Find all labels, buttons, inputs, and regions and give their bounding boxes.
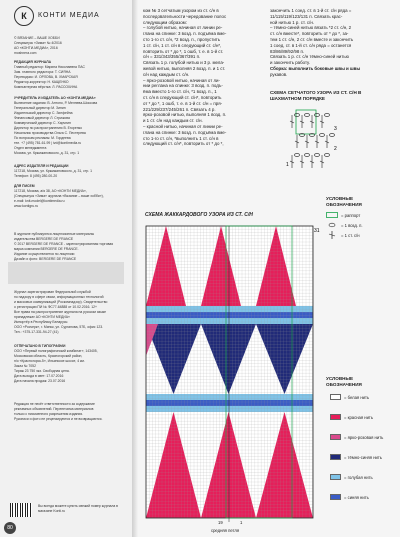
register-line: о регистрации ПИ № ФС77-64888 от 10.02.2016. 12+	[14, 305, 98, 309]
instruction-line: – голубой нитью, начиная от линии ре-	[143, 25, 223, 31]
mesh-row-1: 1	[286, 162, 289, 168]
print-line: Тираж 23 750 экз. Свободная цена.	[14, 369, 70, 373]
color-swatch	[330, 414, 341, 420]
instruction-line: Сборка: выполнить боковые швы и швы	[270, 65, 361, 71]
instruction-line: 1 соед. ст. в 1-й ст. с/н ряда = останется	[270, 42, 352, 48]
founder-heading: УЧРЕДИТЕЛЬ И ИЗДАТЕЛЬ АО «КОНТИ-МЕДИА»	[14, 96, 96, 100]
founder-line: Директор по распространению В. Егоренко	[14, 126, 82, 130]
instruction-line: Связать 1 р. голубой нитью и 3 р. мела-	[143, 60, 225, 66]
founder-line: Генеральный директор М. Зинин	[14, 106, 66, 110]
register-line: ООО «Росчерк», г. Минск, ул. Сурганова, 57Б, офис 123.	[14, 325, 104, 329]
legend-color-row	[330, 474, 373, 480]
note-line: Рукописи и фото не рецензируются и не возвращаются.	[14, 417, 103, 421]
legend-rapport: = раппорт	[326, 212, 360, 218]
founder-line: Отдел менеджмента	[14, 146, 47, 150]
color-label: = белая нить	[344, 394, 370, 400]
middle-stitch-label: средняя петля	[211, 528, 240, 533]
jacquard-chart-title: СХЕМА ЖАККАРДОВОГО УЗОРА ИЗ СТ. С/Н	[145, 212, 253, 218]
colophon-address	[14, 164, 130, 179]
instruction-line: ком № 3 сетчатым узором из ст. с/н в	[143, 8, 219, 13]
instruction-line: и 1 ст. с/н над каждым ст. с/н.	[143, 118, 203, 124]
light-blue-band	[146, 394, 313, 400]
instruction-line: закончить 1 соед. ст. в 1-й ст. с/н ряда =	[270, 8, 352, 13]
instruction-line: от * до *, 1 ошб, т. е. в 1-й ст. с/н = пря-	[143, 100, 223, 106]
instruction-line: ной нитью 1 р. ст. с/н.	[270, 19, 314, 25]
letters-heading: ДЛЯ ПИСЕМ	[14, 184, 35, 188]
colophon-editorial	[14, 60, 130, 90]
founder-line: Начальник производства Ольга С. Пестерева	[14, 131, 86, 135]
instructions-column-2	[270, 8, 392, 78]
legend-1-title: УСЛОВНЫЕ ОБОЗНАЧЕНИЯ	[326, 196, 362, 207]
letters-line: www.kontigru.ru	[14, 204, 39, 208]
register-line: Все права на распространение журнала на русском языке	[14, 310, 107, 314]
register-line: принадлежат АО «КОНТИ МЕДИА»	[14, 315, 70, 319]
color-swatch	[330, 394, 341, 400]
color-label: = синяя нить	[344, 494, 369, 500]
color-label: = тёмно-синяя нить	[344, 454, 382, 460]
mesh-diagram	[282, 108, 346, 184]
instruction-line: ст. с/н в следующий ст. с/н*, повторить	[143, 94, 222, 100]
colophon-letters	[14, 184, 130, 209]
print-line: ООО «Первый полиграфический комбинат», 143405,	[14, 349, 98, 353]
color-label: = ярко-розовая нить	[344, 434, 384, 440]
instruction-line: нии реглана на спинке: 3 возд. п. подъ-	[143, 83, 223, 89]
color-swatch	[330, 454, 341, 460]
logo-mark: К	[14, 6, 34, 26]
col-right-label: 1	[240, 520, 243, 525]
instruction-line: 83/86/89/92/98 п.	[270, 48, 305, 54]
instruction-line: рукавов.	[270, 71, 288, 77]
legend-color-row	[330, 394, 369, 400]
instruction-line: 1 ст. с/н, 1 ст. с/н в следующий ст. с/н*,	[143, 42, 222, 48]
instruction-line: тем 1 ст. с/н, 2 ст. с/н вместе и закончить	[270, 36, 354, 42]
register-line: по надзору в сфере связи, информационных технологий	[14, 295, 104, 299]
print-heading: ОТПЕЧАТАНО В ТИПОГРАФИИ	[14, 344, 66, 348]
instruction-line: сто 1-го ст. с/н, *выполнить 1 ст. с/н в	[143, 135, 219, 141]
license-line: В журнале публикуются лицензионные материалы	[14, 232, 95, 236]
founder-line: По вопросам рекламы: М. Гордеева	[14, 136, 71, 140]
instruction-line: – тёмно-синей нитью вязать *2 ст. с/н, 2	[270, 25, 352, 31]
editorial-line: Компьютерная вёрстка: Л. РАССОХИНА	[14, 85, 78, 89]
copyright-line: АО «КОНТИ-МЕДИА», 2016	[14, 46, 58, 50]
color-swatch	[330, 494, 341, 500]
color-swatch	[330, 474, 341, 480]
print-line: Дата выхода в свет: 17.07.2016	[14, 374, 64, 378]
logo-text: КОНТИ МЕДИА	[38, 12, 100, 20]
instruction-line: жевой нитью, выполняя 2 возд. п. и 1 ст.	[143, 65, 226, 71]
light-blue-band	[146, 318, 313, 324]
instruction-line: ярко-розовой нитью, выполняя 1 возд. п.	[143, 112, 227, 118]
register-line: Журнал зарегистрирован Федеральной службой	[14, 290, 91, 294]
legend-dc: = 1 ст. с/н	[326, 231, 360, 239]
editorial-line: Зам. главного редактора: Т. СИЯНА	[14, 70, 71, 74]
print-line: Московская область, Красногорский район,	[14, 354, 83, 358]
license-line: © 2017 BERGERE DE FRANCE - зарегистрированная торговая	[14, 242, 114, 246]
light-blue-band	[146, 406, 313, 412]
instruction-line: сто 1-го ст. с/н, *2 возд. п., пропустить	[143, 36, 221, 42]
legend-color-row	[330, 434, 383, 440]
address-heading: АДРЕС ИЗДАТЕЛЯ И РЕДАКЦИИ	[14, 164, 69, 168]
note-line: Редакция не несёт ответственности за содержание	[14, 402, 95, 406]
letters-line: 117218, Москва, а/я 38, АО «КОНТИ МЕДИА»,	[14, 189, 87, 193]
page-number: 80	[4, 522, 16, 534]
editorial-line: Переводчик: И. ОРЛОВА, В. ХМАРСКАЯ	[14, 75, 78, 79]
mesh-caption: СХЕМА СЕТЧАТОГО УЗОРА ИЗ СТ. С/Н В ШАХМАТНОМ ПОРЯДКЕ	[270, 90, 362, 101]
editorial-line: Главный редактор: Марина Николаевна ПАС	[14, 65, 85, 69]
instruction-line: и закончить работу.	[270, 60, 311, 66]
license-line: марка компании BERGERE DE FRANCE.	[14, 247, 79, 251]
color-swatch	[330, 434, 341, 440]
colophon-license	[14, 232, 130, 262]
instruction-line: глана на спинке: 3 возд. п. подъёма вме-	[143, 129, 227, 135]
instruction-line: ёма вместо 1-го ст. с/н, *1 возд. п., 1	[143, 89, 217, 95]
jacquard-chart	[143, 222, 318, 524]
col-left-label: 19	[218, 520, 223, 525]
publisher-logo	[14, 6, 124, 26]
legend-2-title: УСЛОВНЫЕ ОБОЗНАЧЕНИЯ	[326, 376, 362, 387]
instruction-line: – ярко-розовой нитью, начиная от ли-	[143, 77, 220, 83]
copyright-line: moshnera.com	[14, 51, 37, 55]
founder-line: тел. +7 (495) 781-61-99 | ivd@kontimedia.ru	[14, 141, 82, 145]
light-blue-band	[146, 306, 313, 312]
colophon-founder	[14, 96, 130, 156]
colophon-register	[14, 290, 130, 335]
instruction-line: повторить от * до *, 1 ошб, т. е. в 1-й ст.	[143, 48, 224, 54]
note-line: только с письменного разрешения издания.	[14, 412, 84, 416]
founder-line: Вынесение издания: В. Антоно, Р. Мелнева-Шоксова	[14, 101, 98, 105]
letters-line: e-mail: knit-model@kontimedia.ru	[14, 199, 65, 203]
register-line: и массовых коммуникаций (Роскомнадзор). Свидетельство	[14, 300, 108, 304]
register-line: Тел.: +375-17-331-94-27 (41)	[14, 330, 59, 334]
address-line: Телефон: 8 (495) 280-00-20	[14, 174, 58, 178]
footer-note: Вы всегда можете купить свежий номер журнала в магазине Konti.ru	[38, 504, 118, 513]
register-line: Импортёр в Республику Беларусь:	[14, 320, 69, 324]
legend-color-row	[330, 494, 369, 500]
copyright-line: © ВЯЗАНИЕ – ВАШЕ ХОББИ	[14, 36, 60, 40]
legend-color-row	[330, 414, 373, 420]
print-line: Заказ № 7052	[14, 364, 36, 368]
founder-line: Москва, ул. Кржижановского, д. 31, стр. 1	[14, 151, 80, 155]
instruction-line: следующим образом:	[143, 19, 187, 25]
barcode	[10, 503, 32, 517]
legend-chain: = 1 возд. п.	[326, 222, 363, 228]
blue-band	[146, 312, 313, 318]
instruction-line: следующий ст. с/н*, повторить от * до *,	[143, 141, 224, 147]
license-line: Издание осуществляется по лицензии	[14, 252, 75, 256]
blue-band	[146, 400, 313, 406]
legend-color-row	[330, 454, 382, 460]
instruction-line: – красной нитью, начиная от линии ре-	[143, 123, 223, 129]
print-line: Дата начала продаж: 23.07.2016	[14, 379, 66, 383]
founder-line: Издательский директор С. Зинфейна	[14, 111, 73, 115]
instruction-line: Связать 1 р. ст. с/н тёмно-синей нитью	[270, 54, 349, 60]
color-label: = красная нить	[344, 414, 374, 420]
instruction-line: последовательности чередование полос	[143, 13, 227, 19]
editorial-heading: РЕДАКЦИЯ ЖУРНАЛА	[14, 60, 52, 64]
instruction-line: с/н над каждым ст. с/н.	[143, 71, 190, 77]
row-number: 31	[314, 228, 320, 234]
instruction-line: 221/229/237/245/261 п. Связать 4 р.	[143, 106, 216, 112]
instruction-line: 11/115/119/123/131 п. Связать крас-	[270, 13, 343, 19]
license-line: издательства BERGERE DE FRANCE	[14, 237, 74, 241]
instruction-line: ст. с/н вместе*, повторить от * до *, за-	[270, 31, 349, 37]
license-line: Дизайн и фото: BERGERE DE FRANCE	[14, 257, 77, 261]
note-line: рекламных объявлений. Перепечатка материалов	[14, 407, 94, 411]
colophon-copyright	[14, 36, 130, 56]
instructions-column-1	[143, 8, 262, 147]
licence-box	[8, 262, 124, 284]
copyright-line: Спецвыпуск «Зима» № 4/2016	[14, 41, 62, 45]
colophon-note	[14, 402, 130, 422]
mesh-row-3: 3	[334, 126, 337, 132]
print-line: п/о «Красногорск-5», Ильинское шоссе, 4 км.	[14, 359, 85, 363]
letters-line: (Спецвыпуск «Зима» журнала «Вязание – ваше хобби»),	[14, 194, 104, 198]
color-label: = голубая нить	[344, 474, 373, 480]
instruction-line: с/н = 331/343/355/367/391 п.	[143, 54, 201, 60]
mesh-row-2: 2	[334, 146, 337, 152]
colophon-print	[14, 344, 130, 384]
editorial-line: Редактор-корректор: Н. КАЩЕНКО	[14, 80, 69, 84]
founder-line: Финансовый директор Л. Стрижова	[14, 116, 70, 120]
address-line: 117218, Москва, ул. Кржижановского, д. 31, стр. 1	[14, 169, 93, 173]
founder-line: Коммерческий директор С. Харчнин	[14, 121, 71, 125]
instruction-line: глана на спинке: 3 возд. п. подъёма вме-	[143, 31, 227, 37]
